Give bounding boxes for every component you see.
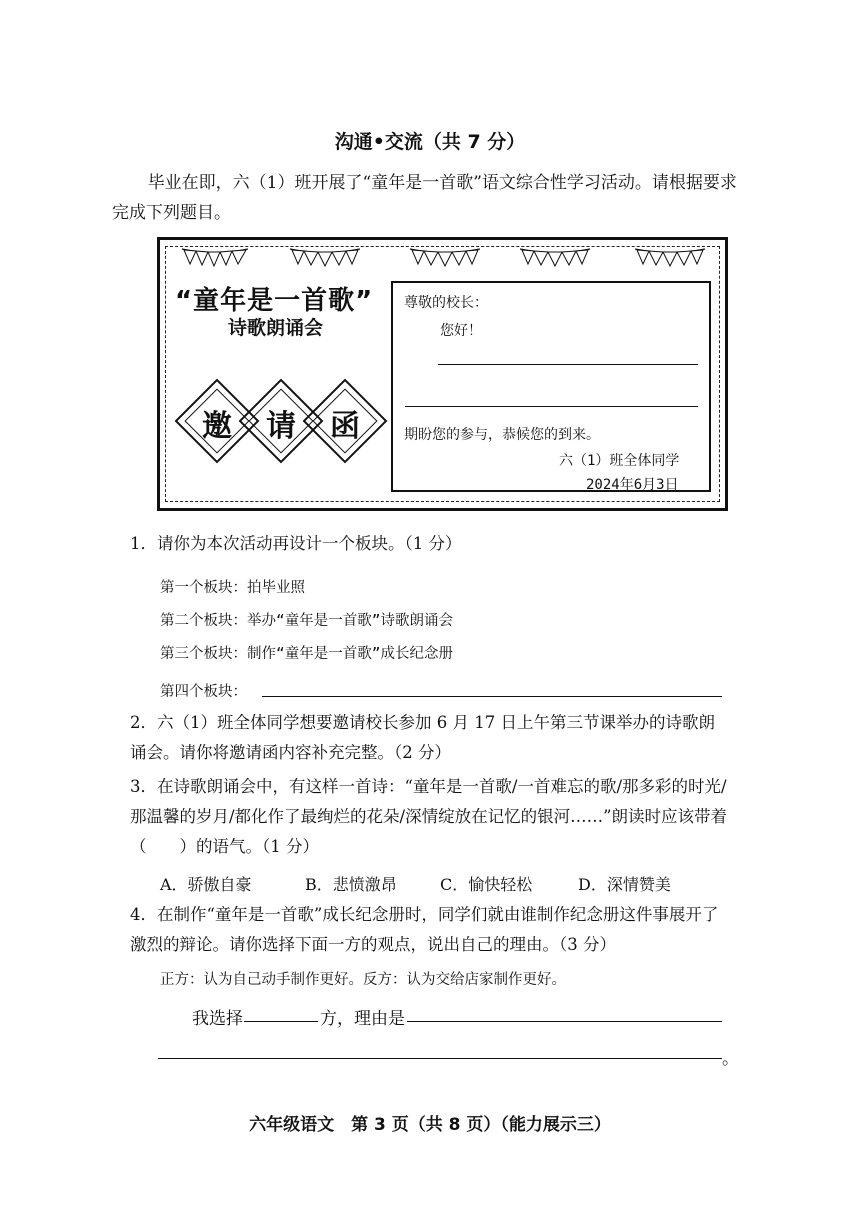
diamond-char-2: 请: [266, 409, 296, 444]
q1-item-1: 第一个板块：拍毕业照: [160, 580, 305, 596]
q4-reason-line-2[interactable]: [158, 1058, 722, 1059]
q1-answer-line[interactable]: [262, 696, 722, 697]
bunting-decoration: [180, 246, 710, 272]
q4-sides: 正方：认为自己动手制作更好。反方：认为交给店家制作更好。: [160, 972, 566, 988]
letter-blank-line-2[interactable]: [405, 406, 698, 407]
card-title: “童年是一首歌”: [175, 286, 374, 316]
q3-option-c[interactable]: C．愉快轻松: [440, 875, 533, 894]
diamond-char-1: 邀: [202, 409, 232, 444]
page-footer: 六年级语文 第 3 页（共 8 页）（能力展示三）: [249, 1115, 611, 1135]
letter-blank-line-1[interactable]: [438, 364, 698, 365]
q3-option-d[interactable]: D．深情赞美: [578, 875, 671, 894]
q4-side-blank[interactable]: [244, 1021, 318, 1022]
question-4: 4．在制作“童年是一首歌”成长纪念册时，同学们就由谁制作纪念册这件事展开了激烈的辩论。请你选择下面一方的观点，说出自己的理由。（3 分）: [130, 905, 719, 954]
card-subtitle: 诗歌朗诵会: [228, 317, 324, 339]
q4-answer-prefix: 我选择: [192, 1009, 243, 1029]
q1-item-2: 第二个板块：举办“童年是一首歌”诗歌朗诵会: [160, 613, 453, 629]
question-2: 2．六（1）班全体同学想要邀请校长参加 6 月 17 日上午第三节课举办的诗歌朗诵会。请你将邀请函内容补充完整。（2 分）: [130, 713, 715, 762]
q3-option-b[interactable]: B．悲愤激昂: [305, 875, 397, 894]
section-title: 沟通•交流（共 7 分）: [334, 131, 526, 153]
q3-option-a[interactable]: A．骄傲自豪: [160, 875, 252, 894]
letter-closing: 期盼您的参与，恭候您的到来。: [404, 427, 600, 443]
q4-answer-end: 。: [722, 1049, 739, 1069]
letter-hello: 您好！: [440, 323, 482, 339]
q1-item-4: 第四个板块：: [160, 684, 247, 700]
question-3: 3．在诗歌朗诵会中，有这样一首诗：“童年是一首歌/一首难忘的歌/那多彩的时光/那温馨的岁月/都化作了最绚烂的花朵/深情绽放在记忆的银河……”朗读时应该带着（ ）的语气。（1 分）: [130, 777, 728, 856]
letter-signature: 六（1）班全体同学: [559, 453, 680, 469]
letter-greeting: 尊敬的校长：: [404, 295, 488, 311]
intro-paragraph: 毕业在即，六（1）班开展了“童年是一首歌”语文综合性学习活动。请根据要求完成下列题目。: [112, 173, 737, 223]
q1-item-3: 第三个板块：制作“童年是一首歌”成长纪念册: [160, 646, 453, 662]
diamond-char-3: 函: [330, 409, 360, 444]
question-1: 1．请你为本次活动再设计一个板块。（1 分）: [130, 534, 462, 553]
q4-answer-mid: 方，理由是: [320, 1009, 405, 1029]
letter-date: 2024年6月3日: [586, 477, 679, 493]
q4-reason-line-1[interactable]: [407, 1021, 722, 1022]
